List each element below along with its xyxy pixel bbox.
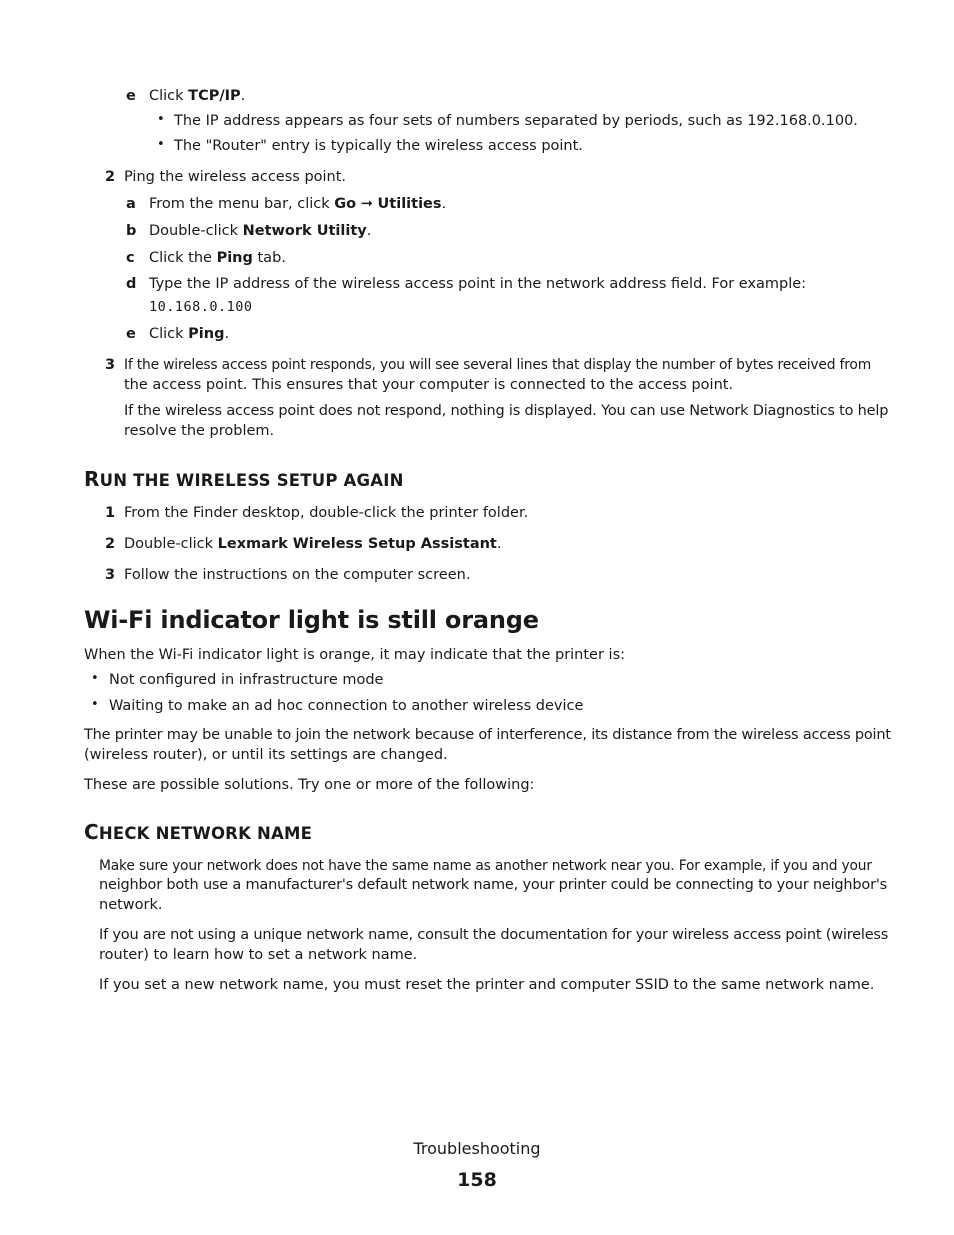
paragraph: If you set a new network name, you must reset the printer and computer SSID to the same network name. [99,977,875,993]
paragraph-line: Make sure your network does not have the same name as another network near you. For example, if you and your [99,858,872,874]
page-number: 158 [457,1169,497,1191]
paragraph-line: network. [99,897,163,913]
step-letter: b [126,223,137,239]
step-text: Follow the instructions on the computer screen. [124,567,471,583]
paragraph-line: router) to learn how to set a network name. [99,947,418,963]
paragraph-line: the access point. This ensures that your computer is connected to the access point. [124,377,734,393]
step-number: 3 [105,357,116,373]
bullet-text: Not configured in infrastructure mode [109,672,384,688]
arrow-icon: ➞ [360,196,373,212]
step-letter: e [126,326,136,342]
paragraph-line: The printer may be unable to join the network because of interference, its distance from the wireless access point [84,727,891,743]
step-text: Ping the wireless access point. [124,169,347,185]
bullet-icon: • [157,112,165,127]
step-text: From the menu bar, click Go ➞ Utilities. [149,196,447,212]
step-letter: a [126,196,136,212]
step-text: Click Ping. [149,326,230,342]
step-text: Click TCP/IP. [149,88,246,104]
paragraph-line: If the wireless access point does not respond, nothing is displayed. You can use Network Diagnostics to help [124,403,889,419]
bullet-icon: • [91,671,99,686]
step-number: 2 [105,536,116,552]
bullet-text: Waiting to make an ad hoc connection to another wireless device [109,698,584,714]
code-sample: 10.168.0.100 [149,299,253,315]
step-letter: c [126,250,135,266]
step-text: Type the IP address of the wireless access point in the network address field. For example: [149,276,807,292]
step-text: From the Finder desktop, double-click the printer folder. [124,505,529,521]
footer-section-name: Troubleshooting [413,1139,541,1158]
paragraph: These are possible solutions. Try one or more of the following: [84,777,535,793]
step-letter: d [126,276,137,292]
paragraph-line: resolve the problem. [124,423,275,439]
paragraph-line: (wireless router), or until its settings are changed. [84,747,448,763]
step-number: 2 [105,169,116,185]
section-heading-run-setup: RUN THE WIRELESS SETUP AGAIN [84,467,404,491]
bullet-icon: • [157,137,165,152]
paragraph-line: neighbor both use a manufacturer's default network name, your printer could be connecting to your neighbor's [99,877,887,893]
bullet-text: The "Router" entry is typically the wireless access point. [174,138,583,154]
paragraph-line: If the wireless access point responds, you will see several lines that display the number of bytes received from [124,357,872,373]
step-letter: e [126,88,136,104]
section-heading-check-network: CHECK NETWORK NAME [84,820,313,844]
step-number: 3 [105,567,116,583]
step-number: 1 [105,505,116,521]
bullet-text: The IP address appears as four sets of numbers separated by periods, such as 192.168.0.100. [174,113,858,129]
bullet-icon: • [91,697,99,712]
paragraph-line: If you are not using a unique network name, consult the documentation for your wireless access point (wireless [99,927,889,943]
paragraph: When the Wi-Fi indicator light is orange, it may indicate that the printer is: [84,647,626,663]
step-text: Click the Ping tab. [149,250,286,266]
step-text: Double-click Network Utility. [149,223,372,239]
step-text: Double-click Lexmark Wireless Setup Assistant. [124,536,502,552]
page-heading: Wi-Fi indicator light is still orange [84,606,539,634]
